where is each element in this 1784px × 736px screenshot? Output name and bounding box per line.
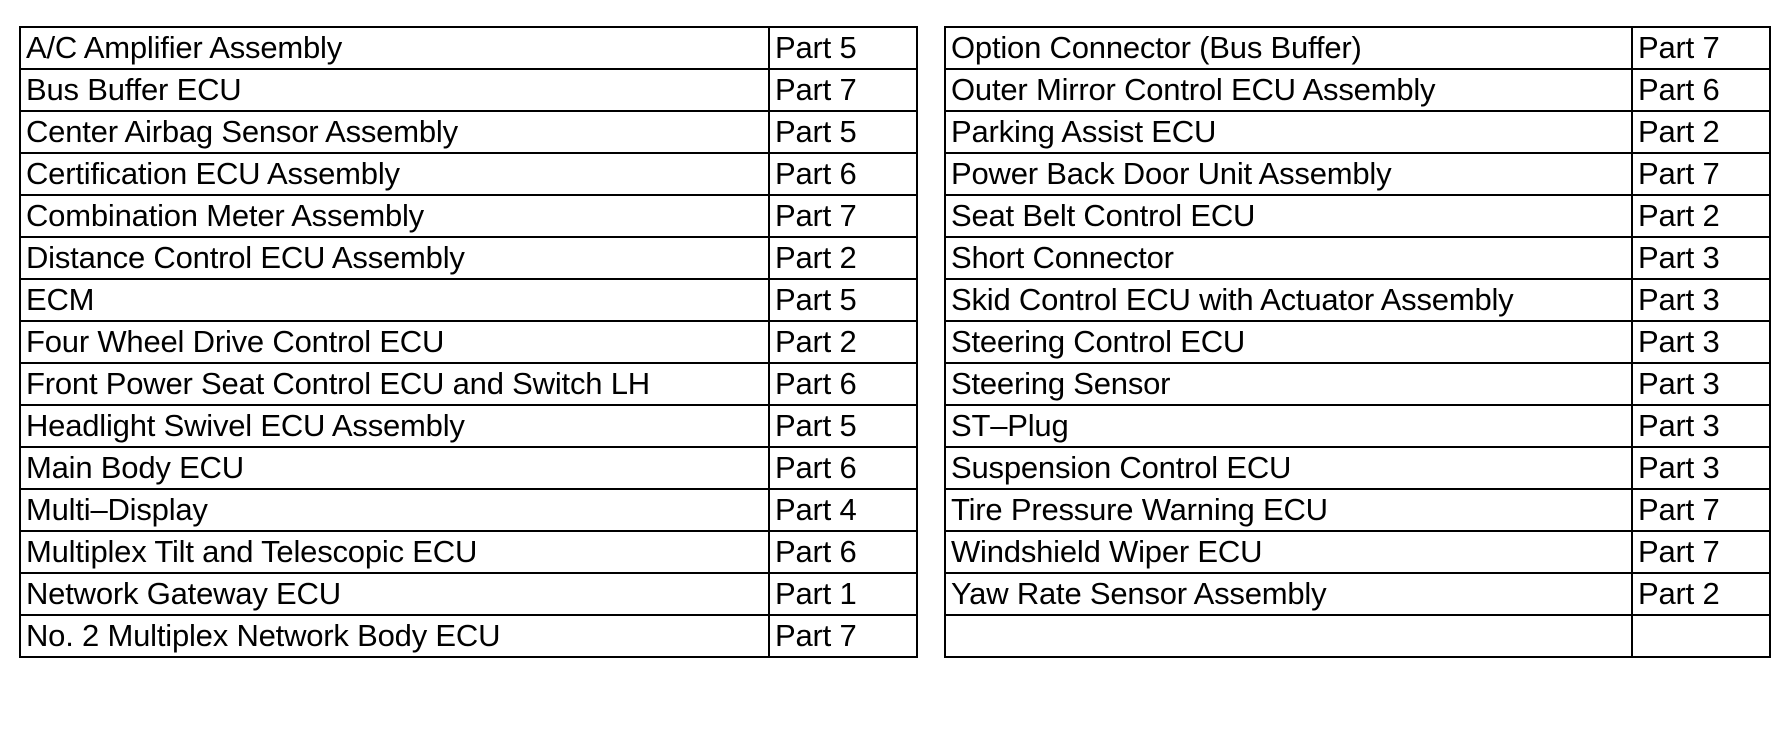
part-reference-cell: Part 3 [1632,363,1770,405]
table-row [20,195,917,237]
component-name-cell: Bus Buffer ECU [20,69,769,111]
table-row [945,447,1770,489]
part-reference-cell: Part 5 [769,111,917,153]
right-table-body [945,27,1770,657]
part-reference-cell: Part 3 [1632,447,1770,489]
part-reference-cell: Part 7 [769,69,917,111]
part-reference-cell: Part 2 [769,321,917,363]
component-name-cell: Outer Mirror Control ECU Assembly [945,69,1632,111]
table-row [20,447,917,489]
component-name-cell: Network Gateway ECU [20,573,769,615]
table-row [20,615,917,657]
component-name-cell: Certification ECU Assembly [20,153,769,195]
table-row [20,321,917,363]
table-row [20,531,917,573]
part-reference-cell: Part 7 [1632,531,1770,573]
component-name-cell: Skid Control ECU with Actuator Assembly [945,279,1632,321]
part-reference-cell: Part 3 [1632,405,1770,447]
right-parts-table [944,26,1771,658]
component-name-cell: Combination Meter Assembly [20,195,769,237]
table-row [945,237,1770,279]
component-name-cell: Distance Control ECU Assembly [20,237,769,279]
left-parts-table [19,26,918,658]
part-reference-cell [1632,615,1770,657]
table-row [945,405,1770,447]
component-name-cell: Seat Belt Control ECU [945,195,1632,237]
component-name-cell: ECM [20,279,769,321]
part-reference-cell: Part 4 [769,489,917,531]
table-row [20,489,917,531]
table-row [20,573,917,615]
part-reference-cell: Part 2 [1632,195,1770,237]
table-row [20,237,917,279]
component-name-cell: Suspension Control ECU [945,447,1632,489]
part-reference-cell: Part 3 [1632,237,1770,279]
component-name-cell: Power Back Door Unit Assembly [945,153,1632,195]
part-reference-cell: Part 5 [769,27,917,69]
component-name-cell: Parking Assist ECU [945,111,1632,153]
part-reference-cell: Part 7 [769,195,917,237]
component-name-cell: Multiplex Tilt and Telescopic ECU [20,531,769,573]
table-row [945,111,1770,153]
component-name-cell: Short Connector [945,237,1632,279]
component-name-cell: Center Airbag Sensor Assembly [20,111,769,153]
table-row [945,27,1770,69]
part-reference-cell: Part 2 [1632,573,1770,615]
table-row [945,195,1770,237]
component-name-cell: A/C Amplifier Assembly [20,27,769,69]
component-name-cell: Steering Sensor [945,363,1632,405]
table-row [945,153,1770,195]
table-row [20,111,917,153]
part-reference-cell: Part 6 [769,447,917,489]
component-name-cell: Headlight Swivel ECU Assembly [20,405,769,447]
table-row [20,405,917,447]
component-name-cell: ST–Plug [945,405,1632,447]
left-table-body [20,27,917,657]
table-row [945,279,1770,321]
table-row [20,279,917,321]
part-reference-cell: Part 7 [1632,489,1770,531]
table-row [20,27,917,69]
part-reference-cell: Part 2 [1632,111,1770,153]
part-reference-cell: Part 6 [769,153,917,195]
part-reference-cell: Part 7 [1632,27,1770,69]
part-reference-cell: Part 3 [1632,321,1770,363]
table-row [945,321,1770,363]
table-row [945,615,1770,657]
component-name-cell: Windshield Wiper ECU [945,531,1632,573]
component-name-cell: Yaw Rate Sensor Assembly [945,573,1632,615]
component-name-cell [945,615,1632,657]
table-row [20,153,917,195]
component-name-cell: Multi–Display [20,489,769,531]
part-reference-cell: Part 7 [1632,153,1770,195]
component-name-cell: No. 2 Multiplex Network Body ECU [20,615,769,657]
component-name-cell: Tire Pressure Warning ECU [945,489,1632,531]
table-row [945,531,1770,573]
table-row [945,69,1770,111]
part-reference-cell: Part 6 [769,531,917,573]
part-reference-cell: Part 2 [769,237,917,279]
part-reference-cell: Part 5 [769,405,917,447]
component-name-cell: Steering Control ECU [945,321,1632,363]
part-reference-cell: Part 1 [769,573,917,615]
part-reference-cell: Part 6 [1632,69,1770,111]
component-name-cell: Option Connector (Bus Buffer) [945,27,1632,69]
table-row [945,363,1770,405]
table-row [945,573,1770,615]
part-reference-cell: Part 6 [769,363,917,405]
table-row [945,489,1770,531]
part-reference-cell: Part 3 [1632,279,1770,321]
table-row [20,363,917,405]
table-row [20,69,917,111]
component-name-cell: Front Power Seat Control ECU and Switch LH [20,363,769,405]
part-reference-cell: Part 5 [769,279,917,321]
part-reference-cell: Part 7 [769,615,917,657]
component-name-cell: Main Body ECU [20,447,769,489]
component-name-cell: Four Wheel Drive Control ECU [20,321,769,363]
